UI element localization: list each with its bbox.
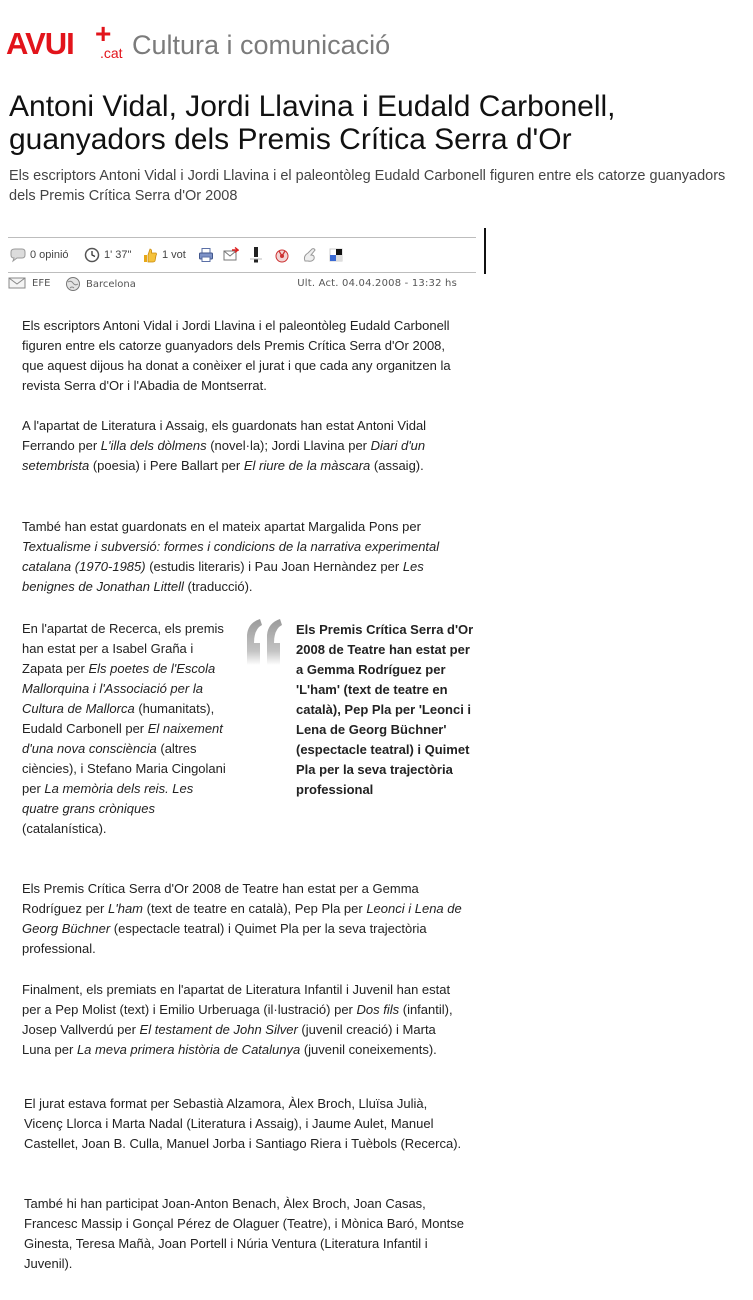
- vote-count: 1 vot: [162, 249, 186, 261]
- work-title: Leonci i Lena de Georg Büchner: [22, 901, 462, 936]
- logo-domain: .cat: [100, 45, 123, 61]
- globe-icon: [65, 276, 81, 292]
- text-run: (estudis literaris) i Pau Joan Hernàndez per: [145, 559, 403, 574]
- text-run: (infantil), Josep Vallverdú per: [22, 1002, 453, 1037]
- share-icon: [302, 247, 318, 263]
- clock-icon: [84, 247, 100, 263]
- work-title: Dos fils: [356, 1002, 400, 1017]
- text-run: Els Premis Crítica Serra d'Or 2008 de Teatre han estat per a Gemma Rodríguez per: [22, 881, 419, 916]
- reading-time: [84, 246, 131, 264]
- work-title: L'illa dels dòlmens: [100, 438, 207, 453]
- mail-icon: [8, 276, 26, 290]
- bookmark-icon: [274, 247, 290, 263]
- alert-button[interactable]: [248, 246, 268, 264]
- comment-icon: [10, 247, 26, 263]
- location-name: Barcelona: [86, 278, 136, 290]
- paragraph-6: [22, 980, 462, 1060]
- paragraph-7: [24, 1094, 464, 1154]
- opinions-count: 0 opinió: [30, 249, 69, 261]
- text-run: A l'apartat de Literatura i Assaig, els guardonats han estat Antoni Vidal Ferrando per: [22, 418, 427, 453]
- text-run: En l'apartat de Recerca, els premis han estat per a Isabel Graña i Zapata per: [22, 621, 224, 676]
- last-updated: Ult. Act. 04.04.2008 - 13:32 hs: [297, 278, 457, 289]
- bookmark-button[interactable]: [274, 246, 294, 264]
- pullquote: Els Premis Crítica Serra d'Or 2008 de Teatre han estat per a Gemma Rodríguez per 'L'ham' (text de teatre en català), Pep Pla per 'Leonci i Lena de Georg Büchner' (espectacle teatral) i Quimet Pla per la seva trajectòria professional: [296, 622, 474, 797]
- work-title: El naixement d'una nova consciència: [22, 721, 223, 756]
- text-run: (juvenil creació) i Marta Luna per: [22, 1022, 436, 1057]
- send-icon: [223, 247, 239, 263]
- text-run: (poesia) i Pere Ballart per: [89, 458, 244, 473]
- delicious-icon: [328, 247, 344, 263]
- work-title: Els poetes de l'Escola Mallorquina i l'Associació per la Cultura de Mallorca: [22, 661, 216, 716]
- article-meta: [8, 275, 476, 293]
- work-title: Les benignes de Jonathan Littell: [22, 559, 424, 594]
- paragraph-3: [22, 517, 462, 597]
- section-title[interactable]: Cultura i comunicació: [132, 30, 391, 60]
- work-title: El testament de John Silver: [139, 1022, 298, 1037]
- text-run: També hi han participat Joan-Anton Benach, Àlex Broch, Joan Casas, Francesc Massip i Gonçal Pérez de Olaguer (Teatre), i Mònica Baró, Montse Ginesta, Teresa Mañà, Joan Portell i Núria Ventura (Literatura Infantil i Juvenil).: [24, 1196, 465, 1271]
- quote-mark-icon: [244, 617, 284, 677]
- paragraph-2: [22, 416, 462, 476]
- text-run: El jurat estava format per Sebastià Alzamora, Àlex Broch, Lluïsa Julià, Vicenç Llorca i Marta Nadal (Literatura i Assaig), i Jaume Aulet, Manuel Castellet, Joan B. Culla, Manuel Jorba i Santiago Riera i Tuèbols (Recerca).: [24, 1096, 462, 1151]
- text-run: Els escriptors Antoni Vidal i Jordi Llavina i el paleontòleg Eudald Carbonell figuren entre els catorze guanyadors dels Premis Crítica Serra d'Or 2008, que aquest dijous ha donat a conèixer el jurat i que cada any organitzen la revista Serra d'Or i l'Abadia de Montserrat.: [22, 318, 451, 393]
- text-run: (assaig).: [370, 458, 424, 473]
- article-lead: Els escriptors Antoni Vidal i Jordi Llavina i el paleontòleg Eudald Carbonell figuren entre els catorze guanyadors dels Premis Crítica Serra d'Or 2008: [9, 168, 726, 204]
- text-run: (text de teatre en català), Pep Pla per: [143, 901, 367, 916]
- article-title: Antoni Vidal, Jordi Llavina i Eudald Carbonell, guanyadors dels Premis Crítica Serra d'Or: [9, 90, 616, 156]
- avui-logo[interactable]: [6, 18, 124, 62]
- text-run: (altres ciències), i Stefano Maria Cingolani per: [22, 741, 226, 796]
- logo-plus: +: [95, 18, 112, 49]
- text-run: (humanitats), Eudald Carbonell per: [22, 701, 215, 736]
- text-run: (juvenil coneixements).: [300, 1042, 437, 1057]
- toolbar-divider: [484, 228, 486, 274]
- send-button[interactable]: [223, 246, 243, 264]
- text-run: (traducció).: [183, 579, 253, 594]
- print-button[interactable]: [198, 246, 218, 264]
- delicious-button[interactable]: [328, 246, 348, 264]
- text-run: També han estat guardonats en el mateix apartat Margalida Pons per: [22, 519, 421, 534]
- site-header: [6, 18, 746, 64]
- work-title: Textualisme i subversió: formes i condicions de la narrativa experimental catalana (1970-1985): [22, 539, 440, 574]
- location: [65, 276, 136, 292]
- work-title: L'ham: [108, 901, 144, 916]
- print-icon: [198, 247, 214, 263]
- alert-icon: [248, 247, 264, 263]
- text-run: (novel·la); Jordi Llavina per: [206, 438, 371, 453]
- opinions-link[interactable]: [10, 246, 69, 264]
- text-run: (espectacle teatral) i Quimet Pla per la seva trajectòria professional.: [22, 921, 427, 956]
- article-toolbar: [8, 237, 476, 273]
- text-run: (catalanística).: [22, 821, 107, 836]
- share-button[interactable]: [302, 246, 322, 264]
- paragraph-5: [22, 879, 462, 959]
- agency: [8, 276, 50, 290]
- work-title: La memòria dels reis. Les quatre grans cròniques: [22, 781, 194, 816]
- reading-time-value: 1' 37": [104, 249, 132, 261]
- work-title: La meva primera història de Catalunya: [76, 1042, 301, 1057]
- agency-name: EFE: [32, 277, 51, 289]
- work-title: Diari d'un setembrista: [22, 438, 426, 473]
- vote-icon: [142, 247, 158, 263]
- paragraph-8: [24, 1194, 464, 1274]
- text-run: Finalment, els premiats en l'apartat de Literatura Infantil i Juvenil han estat per a Pep Molist (text) i Emilio Urberuaga (il·lustració) per: [22, 982, 451, 1017]
- logo-wordmark: AVUI: [6, 26, 74, 61]
- vote-button[interactable]: [142, 246, 186, 264]
- work-title: El riure de la màscara: [243, 458, 371, 473]
- paragraph-1: [22, 316, 462, 396]
- paragraph-4: [22, 619, 230, 839]
